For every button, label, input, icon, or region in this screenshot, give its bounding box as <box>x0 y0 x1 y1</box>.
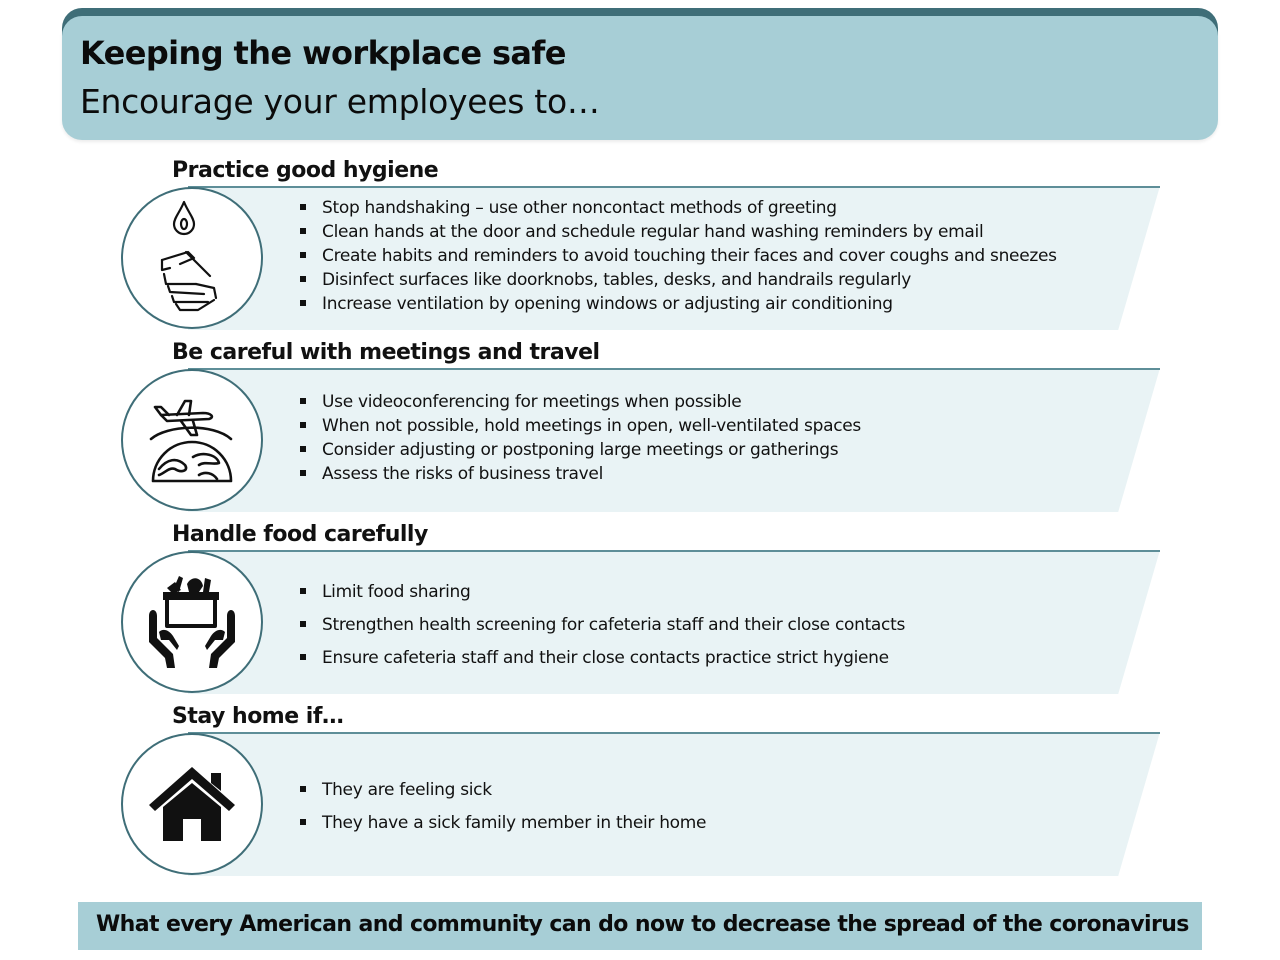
icon-badge <box>121 551 263 693</box>
icon-badge <box>121 733 263 875</box>
list-item: Limit food sharing <box>298 582 905 602</box>
house-icon <box>149 767 235 841</box>
divider <box>188 550 1160 552</box>
food-box-hands-icon <box>147 574 237 670</box>
section-title: Practice good hygiene <box>172 158 439 183</box>
bullet-list <box>298 780 706 833</box>
icon-badge <box>121 369 263 511</box>
list-item: Use videoconferencing for meetings when possible <box>298 392 861 412</box>
divider <box>188 368 1160 370</box>
list-item: Ensure cafeteria staff and their close contacts practice strict hygiene <box>298 648 905 668</box>
list-item: Disinfect surfaces like doorknobs, tables, desks, and handrails regularly <box>298 270 1057 290</box>
list-item: They have a sick family member in their home <box>298 813 706 833</box>
section-meetings-travel <box>0 340 1280 514</box>
list-item: Clean hands at the door and schedule regular hand washing reminders by email <box>298 222 1057 242</box>
section-stay-home <box>0 704 1280 878</box>
divider <box>188 732 1160 734</box>
section-title: Handle food carefully <box>172 522 428 547</box>
page-subtitle: Encourage your employees to… <box>80 82 600 121</box>
bullet-list <box>298 198 1057 314</box>
section-title: Be careful with meetings and travel <box>172 340 600 365</box>
list-item: Increase ventilation by opening windows or adjusting air conditioning <box>298 294 1057 314</box>
list-item: When not possible, hold meetings in open, well-ventilated spaces <box>298 416 861 436</box>
page-title: Keeping the workplace safe <box>80 34 566 72</box>
hand-washing-icon <box>152 198 232 318</box>
divider <box>188 186 1160 188</box>
list-item: Create habits and reminders to avoid touching their faces and cover coughs and sneezes <box>298 246 1057 266</box>
icon-badge <box>121 187 263 329</box>
section-title: Stay home if… <box>172 704 344 729</box>
airplane-globe-icon <box>147 395 237 485</box>
footer-text: What every American and community can do now to decrease the spread of the coronavirus <box>96 912 1189 937</box>
section-hygiene <box>0 158 1280 332</box>
bullet-list <box>298 582 905 668</box>
list-item: Strengthen health screening for cafeteria staff and their close contacts <box>298 615 905 635</box>
list-item: Assess the risks of business travel <box>298 464 861 484</box>
list-item: They are feeling sick <box>298 780 706 800</box>
section-food <box>0 522 1280 696</box>
header-banner <box>62 16 1218 140</box>
bullet-list <box>298 392 861 484</box>
list-item: Stop handshaking – use other noncontact methods of greeting <box>298 198 1057 218</box>
footer-banner <box>78 902 1202 950</box>
list-item: Consider adjusting or postponing large meetings or gatherings <box>298 440 861 460</box>
